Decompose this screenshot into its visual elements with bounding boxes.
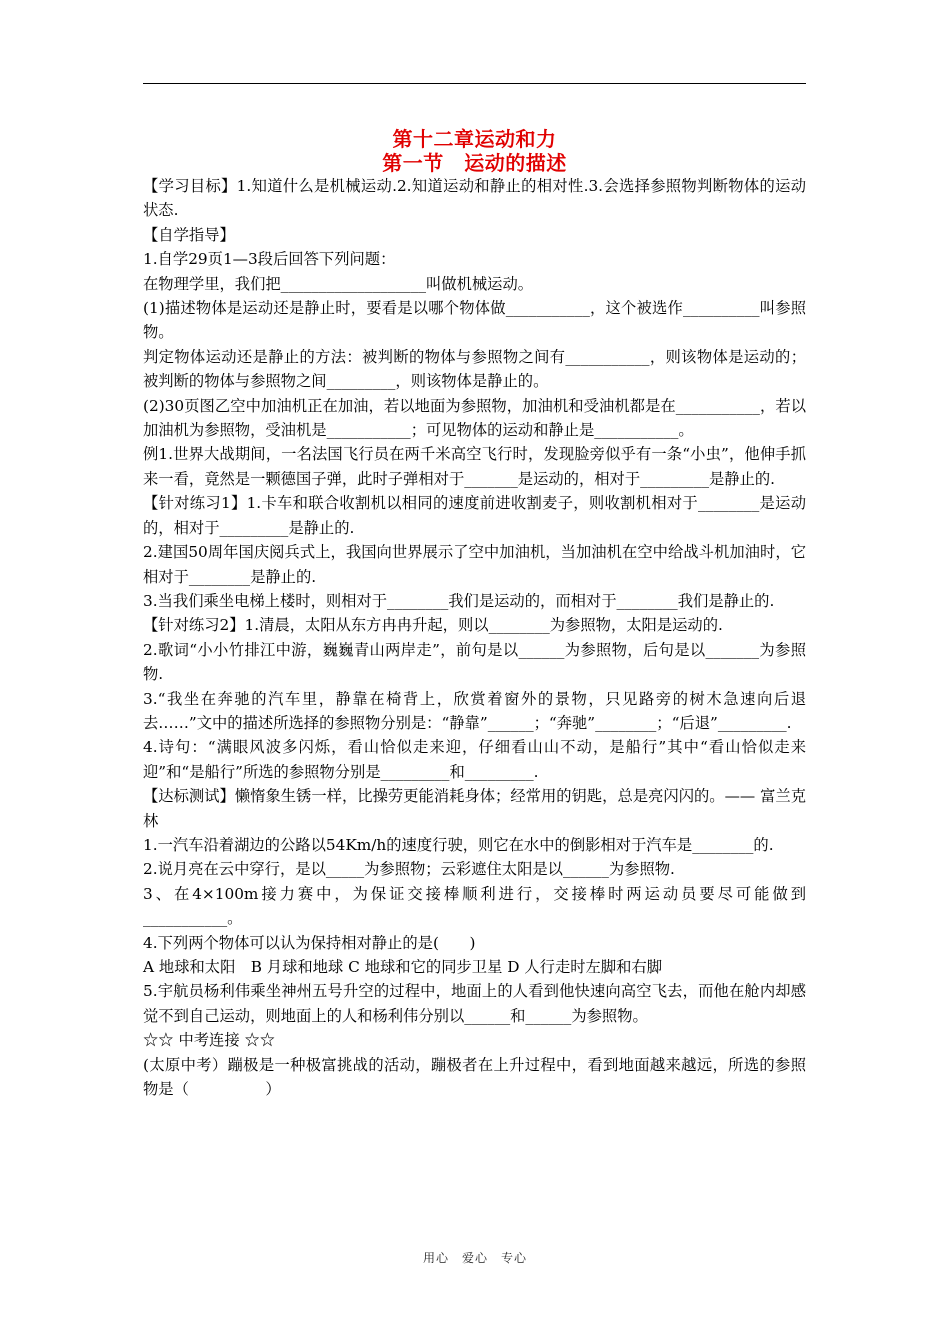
- fill-blank-mechanical-motion: 在物理学里，我们把___________________叫做机械运动。: [143, 274, 534, 293]
- practice2-q1: 【针对练习2】1.清晨，太阳从东方冉冉升起，则以________为参照物，太阳是运动的.: [143, 616, 723, 635]
- practice1-q2: 2.建国50周年国庆阅兵式上，我国向世界展示了空中加油机，当加油机在空中给战斗机加油时，它相对于________是静止的.: [143, 543, 806, 586]
- example-1: 例1.世界大战期间，一名法国飞行员在两千米高空飞行时，发现脸旁似乎有一条“小虫”，他伸手抓来一看，竟然是一颗德国子弹，此时子弹相对于_______是运动的，相对于_________是静止的.: [143, 445, 806, 488]
- fill-blank-reference-object: (1)描述物体是运动还是静止时，要看是以哪个物体做___________，这个被选作__________叫参照物。: [143, 299, 806, 342]
- practice1-q1: 【针对练习1】1.卡车和联合收割机以相同的速度前进收割麦子，则收割机相对于________是运动的，相对于_________是静止的.: [143, 494, 806, 537]
- test-q3: 3、在4×100m接力赛中，为保证交接棒顺利进行，交接棒时两运动员要尽可能做到___________。: [143, 884, 806, 928]
- test-q4-options: A 地球和太阳 B 月球和地球 C 地球和它的同步卫星 D 人行走时左脚和右脚: [143, 958, 663, 976]
- practice1-q3: 3.当我们乘坐电梯上楼时，则相对于________我们是运动的，而相对于________我们是静止的.: [143, 591, 775, 610]
- test-heading-quote: 【达标测试】懒惰象生锈一样，比操劳更能消耗身体；经常用的钥匙，总是亮闪闪的。—— 富兰克林: [143, 787, 806, 830]
- refuel-plane-question: (2)30页图乙空中加油机正在加油，若以地面为参照物，加油机和受油机都是在___________，若以加油机为参照物，受油机是___________；可见物体的运动和静止是___________。: [143, 396, 806, 440]
- practice2-q2: 2.歌词“小小竹排江中游，巍巍青山两岸走”，前句是以______为参照物，后句是以_______为参照物.: [143, 640, 806, 684]
- judgement-method: 判定物体运动还是静止的方法：被判断的物体与参照物之间有___________，则该物体是运动的；被判断的物体与参照物之间_________，则该物体是静止的。: [143, 347, 806, 391]
- exam-link-heading: ☆☆ 中考连接 ☆☆: [143, 1031, 276, 1050]
- page-footer: 用心 爱心 专心: [422, 1251, 527, 1265]
- test-q4: 4.下列两个物体可以认为保持相对静止的是( ): [143, 933, 476, 952]
- section-title: 第一节 运动的描述: [382, 151, 567, 175]
- practice2-q4: 4.诗句：“满眼风波多闪烁，看山恰似走来迎，仔细看山山不动，是船行”其中“看山恰似走来迎”和“是船行”所选的参照物分别是_________和_________.: [143, 738, 806, 781]
- self-study-heading: 【自学指导】: [143, 225, 235, 244]
- test-q2: 2.说月亮在云中穿行，是以_____为参照物；云彩遮住太阳是以______为参照物.: [143, 860, 675, 879]
- header-rule: [143, 83, 806, 84]
- document-body: [143, 174, 806, 1101]
- practice2-q3: 3.“我坐在奔驰的汽车里，静靠在椅背上，欣赏着窗外的景物，只见路旁的树木急速向后退去……”文中的描述所选择的参照物分别是：“静靠”______；“奔驰”________；“后退”_________.: [143, 689, 806, 732]
- test-q5: 5.宇航员杨利伟乘坐神州五号升空的过程中，地面上的人看到他快速向高空飞去，而他在舱内却感觉不到自己运动，则地面上的人和杨利伟分别以______和______为参照物。: [143, 982, 806, 1025]
- exam-question: (太原中考）蹦极是一种极富挑战的活动，蹦极者在上升过程中，看到地面越来越远，所选的参照物是（ ）: [143, 1055, 806, 1099]
- test-q1: 1.一汽车沿着湖边的公路以54Km/h的速度行驶，则它在水中的倒影相对于汽车是________的.: [143, 835, 774, 854]
- chapter-title: 第十二章运动和力: [392, 127, 557, 151]
- learning-goals: 【学习目标】1.知道什么是机械运动.2.知道运动和静止的相对性.3.会选择参照物判断物体的运动状态.: [143, 177, 806, 220]
- self-study-q1: 1.自学29页1—3段后回答下列问题：: [143, 250, 396, 269]
